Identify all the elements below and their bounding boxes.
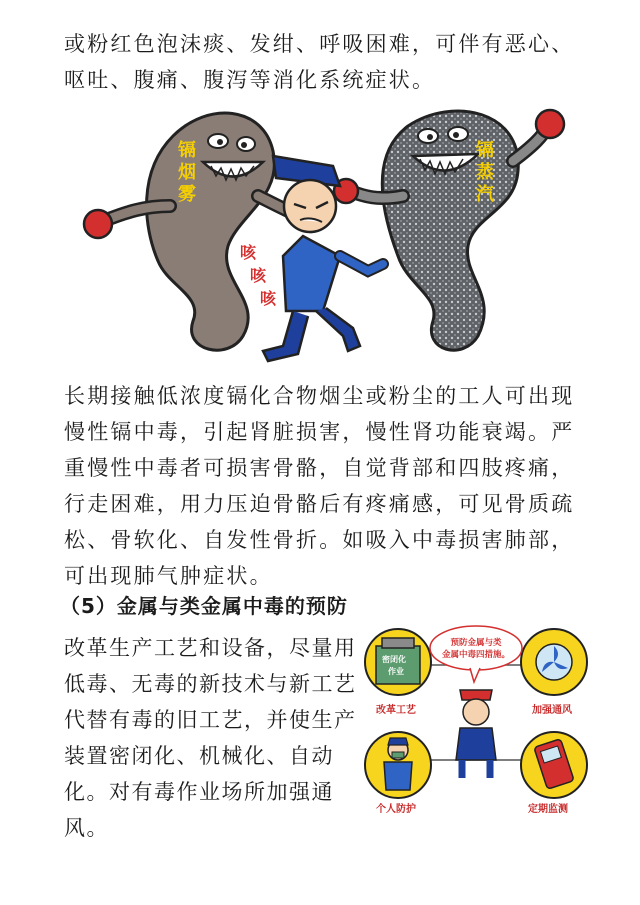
coughing-worker (263, 156, 383, 361)
bubble-text-2: 金属中毒四措施。 (441, 650, 511, 660)
cadmium-poisoning-illustration (78, 96, 578, 371)
bubble-text-1: 预防金属与类 (450, 638, 502, 648)
officer-figure (456, 690, 496, 778)
cadmium-vapor-ghost (334, 110, 564, 350)
prevention-measures-illustration (362, 620, 590, 820)
label-process-reform: 改革工艺 (376, 705, 416, 716)
label-ventilation: 加强通风 (532, 705, 572, 716)
cadmium-vapor-label-2: 蒸 (476, 162, 494, 183)
cadmium-fume-label-1: 镉 (178, 140, 196, 161)
cadmium-fume-ghost (84, 113, 323, 350)
paragraph-prevention: 改革生产工艺和设备，尽量用低毒、无毒的新技术与新工艺代替有毒的旧工艺，并使生产装置密闭化、机械化、自动化。对有毒作业场所加强通风。 (64, 636, 357, 840)
machine-text-2: 作业 (388, 667, 404, 676)
cadmium-vapor-label-1: 镉 (476, 140, 494, 161)
speech-bubble (430, 626, 522, 682)
paragraph-symptoms: 或粉红色泡沫痰、发绀、呼吸困难，可伴有恶心、呕吐、腹痛、腹泻等消化系统症状。 (64, 32, 575, 92)
regular-monitoring-icon (521, 732, 587, 798)
label-personal-protection: 个人防护 (376, 804, 416, 815)
personal-protection-icon (365, 732, 431, 798)
cadmium-fume-label-3: 雾 (178, 184, 196, 205)
cough-text-2: 咳 (250, 266, 267, 285)
paragraph-chronic-poisoning: 长期接触低浓度镉化合物烟尘或粉尘的工人可出现慢性镉中毒，引起肾脏损害，慢性肾功能衰竭。严重慢性中毒者可损害骨骼，自觉背部和四肢疼痛，行走困难，用力压迫骨骼后有疼痛感，可见骨质疏松、骨软化、自发性骨折。如吸入中毒损害肺部，可出现肺气肿症状。 (64, 384, 575, 588)
cough-text-3: 咳 (260, 289, 277, 308)
cadmium-vapor-label-3: 汽 (476, 184, 494, 205)
process-reform-icon (365, 629, 431, 695)
section-heading: （5）金属与类金属中毒的预防 (60, 594, 348, 618)
cadmium-fume-label-2: 烟 (178, 162, 196, 183)
cough-text-1: 咳 (240, 243, 257, 262)
label-regular-monitoring: 定期监测 (528, 804, 568, 815)
ventilation-icon (521, 629, 587, 695)
machine-text-1: 密闭化 (382, 655, 406, 664)
